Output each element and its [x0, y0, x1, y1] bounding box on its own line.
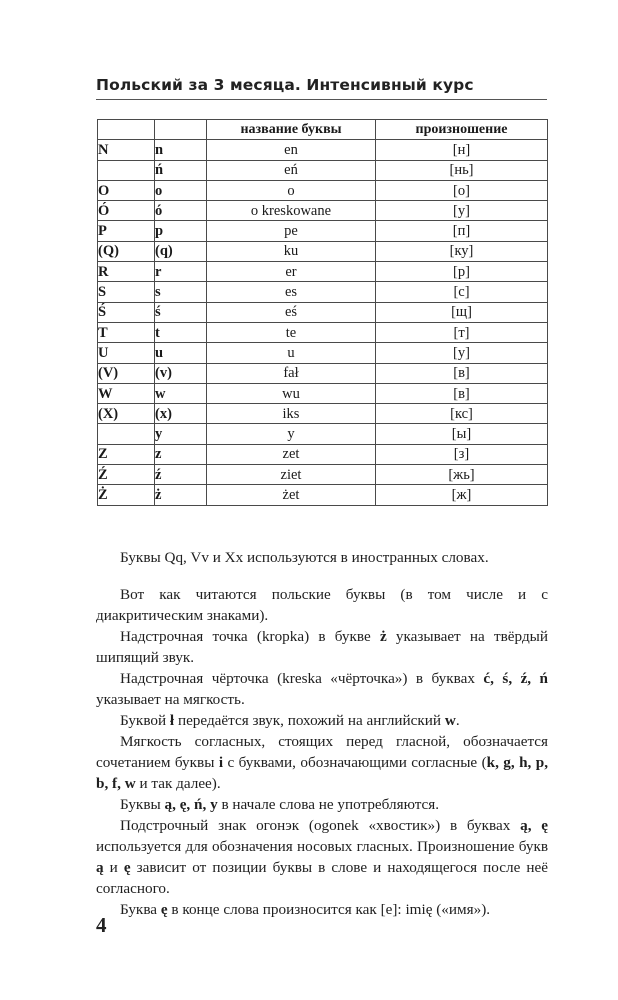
- uppercase-letter: P: [98, 221, 155, 241]
- letter-emphasis: i: [218, 754, 224, 771]
- foreign-letters-note: [96, 547, 548, 568]
- note-paragraph: Буквы Qq, Vv и Xx используются в иностранных словах.: [120, 549, 489, 566]
- pronunciation: [жь]: [376, 465, 548, 485]
- lowercase-letter: z: [155, 444, 207, 464]
- letter-name: y: [207, 424, 376, 444]
- uppercase-letter: (V): [98, 363, 155, 383]
- pronunciation: [ы]: [376, 424, 548, 444]
- pronunciation: [п]: [376, 221, 548, 241]
- pronunciation: [н]: [376, 140, 548, 160]
- header-rule: [96, 99, 547, 100]
- column-header-lowercase: [155, 120, 207, 140]
- pronunciation: [ж]: [376, 485, 548, 505]
- text: Мягкость согласных, стоящих перед гласной, обозначается сочетанием буквы: [96, 733, 548, 771]
- uppercase-letter: Ó: [98, 201, 155, 221]
- letter-name: es: [207, 282, 376, 302]
- table-row: [98, 424, 548, 444]
- text: указывает на мягкость.: [96, 691, 245, 708]
- uppercase-letter: O: [98, 180, 155, 200]
- lowercase-letter: s: [155, 282, 207, 302]
- table-row: [98, 465, 548, 485]
- text: Надстрочная чёрточка (kreska «чёрточка») в буквах: [120, 670, 484, 687]
- paragraph-initial-letters: [96, 794, 548, 815]
- uppercase-letter: Ś: [98, 302, 155, 322]
- uppercase-letter: (Q): [98, 241, 155, 261]
- text: передаётся звук, похожий на английский: [174, 712, 445, 729]
- table-row: [98, 180, 548, 200]
- pronunciation: [в]: [376, 363, 548, 383]
- text: и: [103, 859, 124, 876]
- table-row: [98, 363, 548, 383]
- uppercase-letter: [98, 424, 155, 444]
- letter-name: iks: [207, 404, 376, 424]
- uppercase-letter: Z: [98, 444, 155, 464]
- text: зависит от позиции буквы в слове и находящегося после неё согласного.: [96, 859, 548, 897]
- table-row: [98, 160, 548, 180]
- letter-name: te: [207, 322, 376, 342]
- text: и так далее).: [135, 775, 221, 792]
- column-header-uppercase: [98, 120, 155, 140]
- letter-name: fał: [207, 363, 376, 383]
- uppercase-letter: R: [98, 262, 155, 282]
- paragraph-l-stroke: [96, 710, 548, 731]
- lowercase-letter: ś: [155, 302, 207, 322]
- lowercase-letter: ń: [155, 160, 207, 180]
- pronunciation: [р]: [376, 262, 548, 282]
- column-header-pronunciation: произношение: [376, 120, 548, 140]
- table-header-row: [98, 120, 548, 140]
- pronunciation: [в]: [376, 383, 548, 403]
- letter-name: żet: [207, 485, 376, 505]
- table-row: [98, 221, 548, 241]
- uppercase-letter: T: [98, 322, 155, 342]
- letter-emphasis: ę: [160, 901, 168, 918]
- lowercase-letter: w: [155, 383, 207, 403]
- letter-name: en: [207, 140, 376, 160]
- pronunciation: [кс]: [376, 404, 548, 424]
- letter-name: ziet: [207, 465, 376, 485]
- letter-name: ku: [207, 241, 376, 261]
- letter-emphasis: k, g, h, p, b, f, w: [96, 754, 548, 792]
- text: Буквой: [120, 712, 170, 729]
- lowercase-letter: ź: [155, 465, 207, 485]
- lowercase-letter: p: [155, 221, 207, 241]
- text: с буквами, обозначающими согласные (: [223, 754, 487, 771]
- lowercase-letter: y: [155, 424, 207, 444]
- letter-name: zet: [207, 444, 376, 464]
- uppercase-letter: S: [98, 282, 155, 302]
- lowercase-letter: r: [155, 262, 207, 282]
- column-header-letter-name: название буквы: [207, 120, 376, 140]
- pronunciation: [щ]: [376, 302, 548, 322]
- letter-emphasis: ł: [169, 712, 175, 729]
- text: используется для обозначения носовых гласных. Произношение букв: [96, 838, 548, 855]
- letter-name: wu: [207, 383, 376, 403]
- lowercase-letter: (x): [155, 404, 207, 424]
- text: Надстрочная точка (kropka) в букве: [120, 628, 380, 645]
- table-row: [98, 262, 548, 282]
- lowercase-letter: ż: [155, 485, 207, 505]
- table-row: [98, 485, 548, 505]
- letter-name: o: [207, 180, 376, 200]
- table-row: [98, 302, 548, 322]
- lowercase-letter: n: [155, 140, 207, 160]
- letter-emphasis: ż: [379, 628, 387, 645]
- pronunciation: [с]: [376, 282, 548, 302]
- page-number: 4: [96, 913, 107, 937]
- letter-name: o kreskowane: [207, 201, 376, 221]
- pronunciation: [ку]: [376, 241, 548, 261]
- lowercase-letter: ó: [155, 201, 207, 221]
- letter-emphasis: ą: [96, 859, 104, 876]
- table-row: [98, 383, 548, 403]
- paragraph-kropka: [96, 626, 548, 668]
- table-row: [98, 343, 548, 363]
- letter-name: eń: [207, 160, 376, 180]
- letter-name: er: [207, 262, 376, 282]
- table-row: [98, 140, 548, 160]
- letter-name: u: [207, 343, 376, 363]
- table-row: [98, 444, 548, 464]
- pronunciation: [т]: [376, 322, 548, 342]
- letter-emphasis: ą, ę: [520, 817, 548, 834]
- table-row: [98, 322, 548, 342]
- uppercase-letter: [98, 160, 155, 180]
- text: Буквы: [120, 796, 165, 813]
- text: Буква: [120, 901, 161, 918]
- uppercase-letter: N: [98, 140, 155, 160]
- letter-name: pe: [207, 221, 376, 241]
- lowercase-letter: (q): [155, 241, 207, 261]
- uppercase-letter: W: [98, 383, 155, 403]
- table-row: [98, 201, 548, 221]
- uppercase-letter: U: [98, 343, 155, 363]
- paragraph-softness: [96, 731, 548, 794]
- alphabet-table: [97, 119, 548, 506]
- lowercase-letter: o: [155, 180, 207, 200]
- paragraph-ogonek: [96, 815, 548, 899]
- reading-rules: [96, 584, 548, 920]
- running-title: Польский за 3 месяца. Интенсивный курс: [96, 76, 474, 94]
- paragraph-kreska: [96, 668, 548, 710]
- text: указывает на твёрдый шипящий звук.: [96, 628, 549, 666]
- table-row: [98, 404, 548, 424]
- uppercase-letter: (X): [98, 404, 155, 424]
- text: в начале слова не употребляются.: [217, 796, 440, 813]
- letter-name: eś: [207, 302, 376, 322]
- uppercase-letter: Ż: [98, 485, 155, 505]
- text: Подстрочный знак огонэк (ogonek «хвостик») в буквах: [120, 817, 521, 834]
- letter-emphasis: ą, ę, ń, y: [164, 796, 218, 813]
- lowercase-letter: u: [155, 343, 207, 363]
- pronunciation: [нь]: [376, 160, 548, 180]
- letter-emphasis: ć, ś, ź, ń: [483, 670, 549, 687]
- paragraph-intro: Вот как читаются польские буквы (в том числе и с диакритическим знаками).: [96, 586, 548, 624]
- pronunciation: [у]: [376, 201, 548, 221]
- table-row: [98, 241, 548, 261]
- letter-emphasis: ę: [123, 859, 131, 876]
- uppercase-letter: Ź: [98, 465, 155, 485]
- paragraph-final-e: [96, 899, 548, 920]
- letter-emphasis: w: [444, 712, 456, 729]
- pronunciation: [о]: [376, 180, 548, 200]
- lowercase-letter: t: [155, 322, 207, 342]
- pronunciation: [у]: [376, 343, 548, 363]
- table-row: [98, 282, 548, 302]
- pronunciation: [з]: [376, 444, 548, 464]
- text: в конце слова произносится как [e]: imię («имя»).: [167, 901, 491, 918]
- lowercase-letter: (v): [155, 363, 207, 383]
- text: .: [455, 712, 460, 729]
